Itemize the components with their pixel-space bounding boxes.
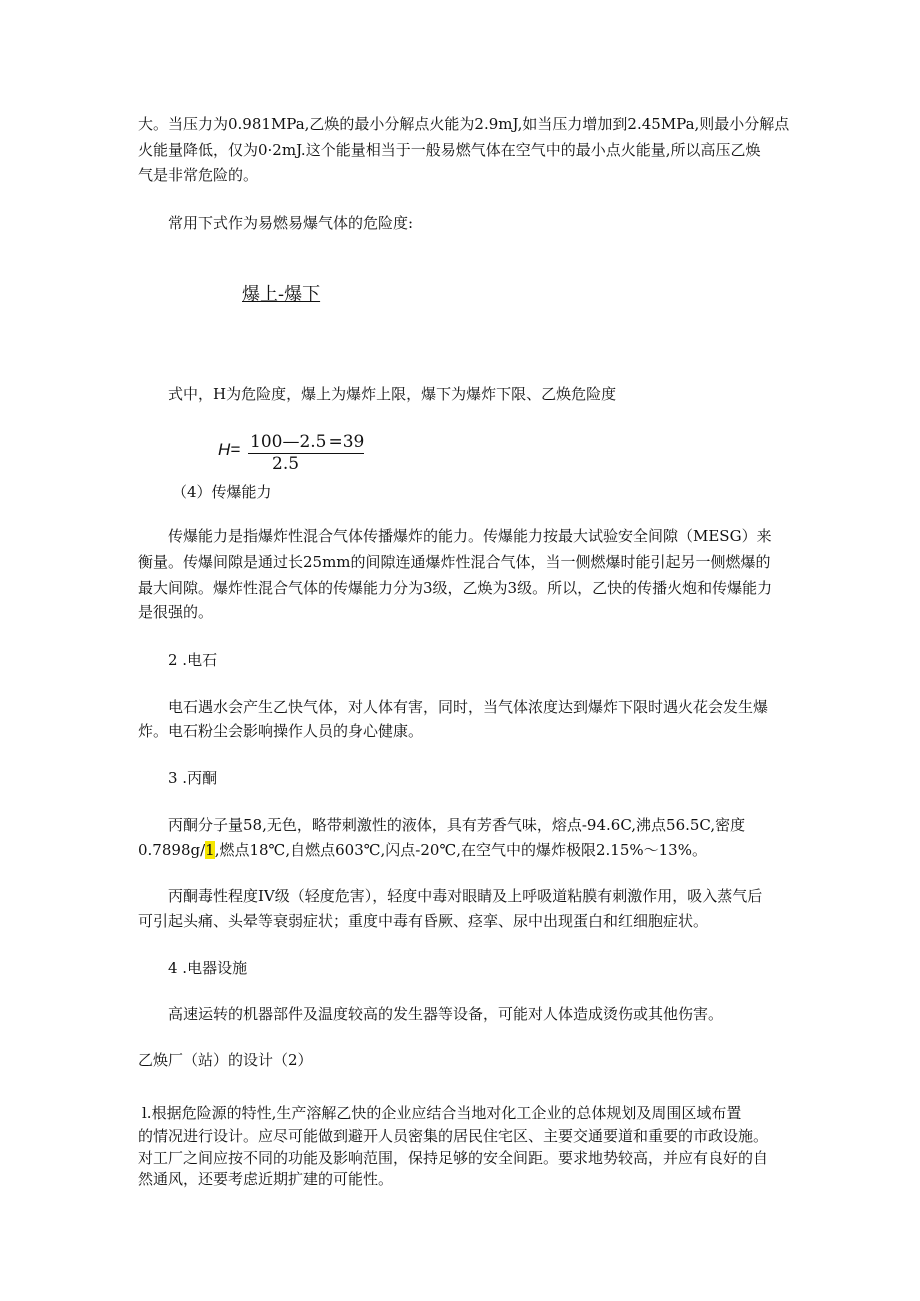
paragraph-1-line-2: 火能量降低，仅为0·2mJ.这个能量相当于一般易燃气体在空气中的最小点火能量,所以高压乙焕 (138, 141, 761, 159)
paragraph-5-line-2: 炸。电石粉尘会影响操作人员的身心健康。 (138, 722, 424, 740)
paragraph-9-line-4: 然通风，还要考虑近期扩建的可能性。 (138, 1170, 394, 1188)
formula-numerator (248, 432, 364, 454)
paragraph-4-line-4: 是很强的。 (138, 603, 214, 621)
density-value: 0.7898g/ (138, 841, 206, 859)
paragraph-7-line-1: 丙酮毒性程度IV级（轻度危害），轻度中毒对眼睛及上呼吸道粘膜有刺激作用，吸入蒸气后 (168, 887, 763, 905)
paragraph-4-line-3: 最大间隙。爆炸性混合气体的传爆能力分为3级，乙焕为3级。所以，乙快的传播火炮和传爆能力 (138, 579, 773, 597)
paragraph-5-line-1: 电石遇水会产生乙快气体，对人体有害，同时，当气体浓度达到爆炸下限时遇火花会发生爆 (168, 698, 769, 716)
paragraph-2: 常用下式作为易燃易爆气体的危险度: (168, 214, 414, 232)
paragraph-6-line-2 (138, 840, 707, 860)
section-4-heading: 4 .电器设施 (168, 959, 248, 977)
paragraph-9-line-1: l.根据危险源的特性,生产溶解乙快的企业应结合当地对化工企业的总体规划及周围区域布置 (142, 1104, 742, 1122)
formula-lhs: H= (218, 440, 241, 459)
paragraph-1-line-1: 大。当压力为0.981MPa,乙焕的最小分解点火能为2.9mJ,如当压力增加到2.45MPa,则最小分解点 (138, 115, 790, 133)
paragraph-7-line-2: 可引起头痛、头晕等衰弱症状；重度中毒有昏厥、痉挛、尿中出现蛋白和红细胞症状。 (138, 912, 709, 930)
formula-denominator: 2.5 (272, 454, 300, 474)
heading-4: （4）传爆能力 (172, 483, 272, 501)
numerator-text: 100—2.5 (250, 432, 327, 452)
paragraph-4-line-2: 衡量。传爆间隙是通过长25mm的间隙连通爆炸性混合气体，当一侧燃爆时能引起另一侧燃爆的 (138, 553, 771, 571)
paragraph-3: 式中，H为危险度，爆上为爆炸上限，爆下为爆炸下限、乙焕危险度 (168, 385, 617, 403)
section-3-heading: 3 .丙酮 (168, 769, 218, 787)
formula-result: =39 (328, 432, 365, 452)
highlighted-text: 1 (205, 841, 215, 859)
section-title: 乙焕厂（站）的设计（2） (138, 1051, 313, 1069)
paragraph-1-line-3: 气是非常危险的。 (138, 166, 259, 184)
paragraph-8: 高速运转的机器部件及温度较高的发生器等设备，可能对人体造成烫伤或其他伤害。 (168, 1005, 724, 1023)
section-2-heading: 2 .电石 (168, 651, 218, 669)
paragraph-9-line-2: 的情况进行设计。应尽可能做到避开人员密集的居民住宅区、主要交通要道和重要的市政设施。 (138, 1127, 769, 1145)
paragraph-6-line-1: 丙酮分子量58,无色，略带刺激性的液体，具有芳香气味，熔点-94.6C,沸点56.5C,密度 (168, 816, 746, 834)
paragraph-4-line-1: 传爆能力是指爆炸性混合气体传播爆炸的能力。传爆能力按最大试验安全间隙（MESG）来 (168, 527, 772, 545)
danger-formula: 爆上-爆下 (242, 284, 321, 305)
paragraph-6-line-2-rest: ,燃点18℃,自燃点603℃,闪点-20℃,在空气中的爆炸极限2.15%～13%。 (214, 841, 707, 859)
paragraph-9-line-3: 对工厂之间应按不同的功能及影响范围，保持足够的安全间距。要求地势较高，并应有良好的自 (138, 1149, 769, 1167)
